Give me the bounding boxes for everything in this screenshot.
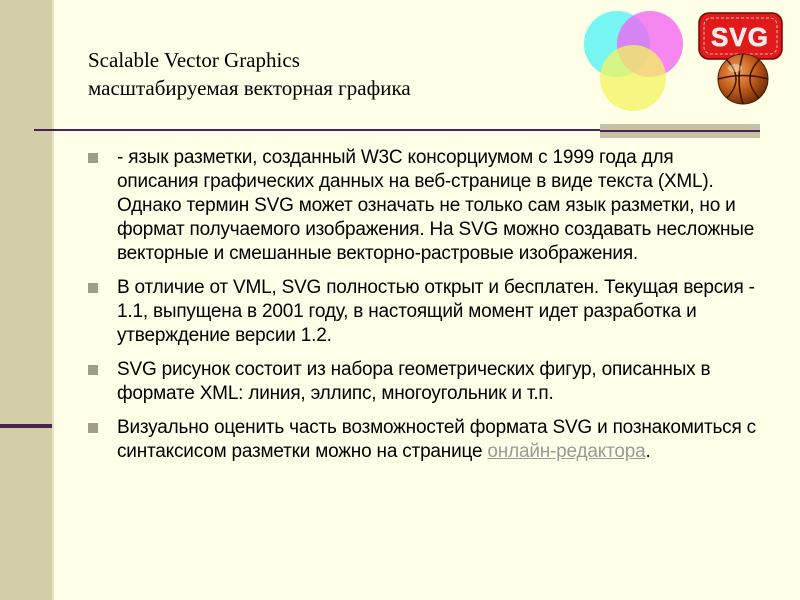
logo-graphics <box>578 8 788 118</box>
slide-title <box>88 46 411 102</box>
rule-accent-line <box>600 130 760 132</box>
list-item <box>88 146 758 266</box>
title-line-english: Scalable Vector Graphics <box>88 48 300 72</box>
bullet-square-icon <box>88 423 98 433</box>
bullet-text: Визуально оценить часть возможностей формата SVG и познакомиться с синтаксисом разметки можно на странице <box>117 417 756 462</box>
online-editor-link[interactable]: онлайн-редактора <box>487 441 646 462</box>
bullet-list <box>88 146 758 474</box>
bullet-text-end: . <box>645 441 651 462</box>
title-line-russian: масштабируемая векторная графика <box>88 76 411 100</box>
color-circles-icon <box>584 11 683 111</box>
bullet-text: - язык разметки, созданный W3C консорциумом с 1999 года для описания графических данных на веб-странице в виде текста (XML). Однако термин SVG может означать не только сам язык разметки, но и формат получаемого изображения. На SVG можно создавать несложные векторные и смешанные векторно-растровые изображения. <box>117 147 755 264</box>
list-item <box>88 416 758 464</box>
list-item <box>88 358 758 406</box>
side-band-divider <box>0 424 52 428</box>
bullet-square-icon <box>88 283 98 293</box>
svg-text:SVG: SVG <box>711 22 769 52</box>
bullet-text: SVG рисунок состоит из набора геометрических фигур, описанных в формате XML: линия, эллипс, многоугольник и т.п. <box>117 359 711 404</box>
basketball-icon <box>718 54 768 104</box>
side-band <box>0 0 54 600</box>
bullet-square-icon <box>88 365 98 375</box>
bullet-text: В отличие от VML, SVG полностью открыт и бесплатен. Текущая версия - 1.1, выпущена в 2001 году, в настоящий момент идет разработка и утверждение версии 1.2. <box>117 277 755 346</box>
bullet-square-icon <box>88 153 98 163</box>
list-item <box>88 276 758 348</box>
svg-badge-icon <box>699 13 782 59</box>
title-rule <box>34 129 600 131</box>
